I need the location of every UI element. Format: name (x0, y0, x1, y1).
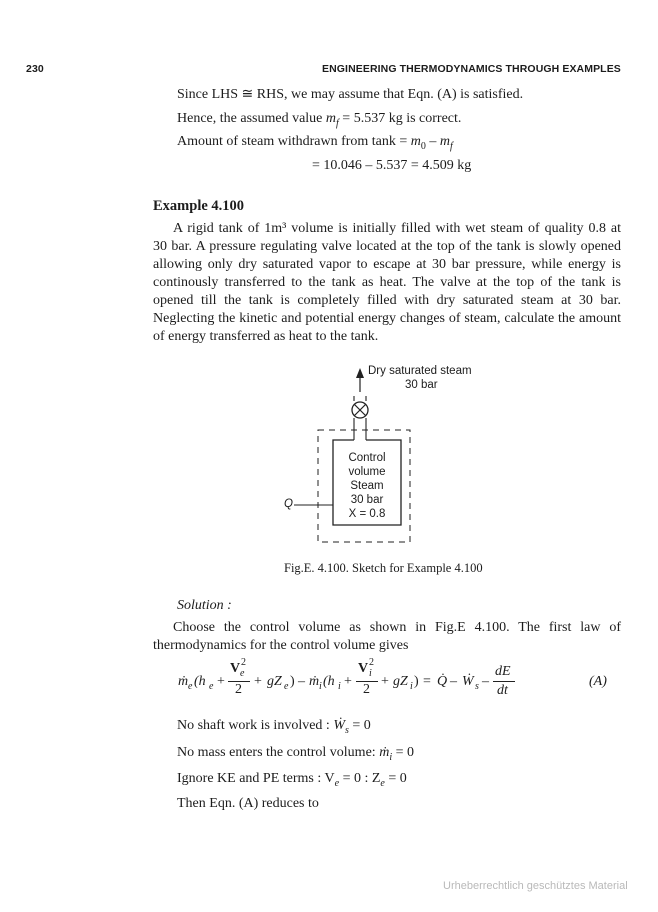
page-number: 230 (26, 63, 44, 75)
assumed-value-line (177, 110, 461, 133)
statement-ke-pe (177, 770, 407, 793)
statement-suffix: = 0 (392, 745, 414, 760)
watermark: Urheberrechtlich geschütztes Material (443, 880, 628, 892)
eq-close: ) (414, 674, 419, 689)
eq-minus: – (482, 674, 489, 689)
withdrawn-prefix: Amount of steam withdrawn from tank = (177, 134, 411, 149)
eq-q: Q̇ (437, 674, 448, 689)
example-problem (153, 220, 621, 346)
eq-plus: + (381, 674, 389, 689)
problem-line: of energy transferred as heat to the tank. (153, 329, 379, 344)
solution-heading: Solution : (177, 598, 232, 613)
eq-sub-e: e (209, 681, 214, 692)
mf-var: m (325, 111, 337, 126)
statement-sub: s (345, 724, 349, 736)
statement-suffix: = 0 (348, 718, 371, 733)
eq-dt: dt (497, 683, 508, 698)
assumed-value-prefix: Hence, the assumed value (177, 111, 326, 126)
eq-v-numerator: V (358, 661, 369, 676)
statement-text: No mass enters the control volume: (177, 745, 380, 760)
solution-line: thermodynamics for the control volume gives (153, 638, 409, 653)
tank-label-line: volume (348, 466, 386, 478)
eq-he: (h (194, 674, 206, 689)
problem-line: A rigid tank of 1m³ volume is initially filled with wet steam of quality 0.8 at (173, 221, 621, 236)
problem-line: 30 bar. A pressure regulating valve located at the top of the tank is slowly opened (153, 239, 621, 254)
eq-sub-e: e (240, 668, 245, 679)
eq-sub-i: i (369, 668, 372, 679)
eq-sub-e: e (284, 681, 289, 692)
eq-sub-s: s (475, 681, 479, 692)
withdrawn-line (177, 133, 453, 156)
eq-w: Ẇ (462, 674, 474, 689)
tank-figure (270, 360, 510, 560)
eq-frac-bar (493, 681, 515, 682)
tank-label-line: X = 0.8 (348, 508, 386, 520)
statement-suffix: = 0 : Z (339, 771, 381, 786)
eq-sub-i: i (410, 681, 413, 692)
eq-exp-2: 2 (369, 657, 374, 668)
statement-sub: e (334, 777, 340, 789)
tank-label-line: Control (348, 452, 386, 464)
eq-gz: gZ (267, 674, 282, 689)
m0-sub: 0 (420, 140, 426, 152)
running-title: ENGINEERING THERMODYNAMICS THROUGH EXAMPLES (322, 63, 621, 75)
statement-sub: e (380, 777, 385, 789)
eq-equals: = (423, 674, 431, 689)
eq-close: ) (290, 674, 295, 689)
eq-de: dE (495, 664, 511, 679)
statement-suffix: = 0 (384, 771, 407, 786)
eq-denom-2: 2 (363, 682, 370, 697)
mf2-var: m (439, 134, 451, 149)
eq-minus: – (298, 674, 305, 689)
eq-denom-2: 2 (235, 682, 242, 697)
statement-shaft-work (177, 717, 371, 740)
eq-plus: + (217, 674, 225, 689)
eq-hi: (h (323, 674, 335, 689)
eq-gz: gZ (393, 674, 408, 689)
statement-var: Ẇ (333, 718, 345, 733)
minus-sign: – (425, 134, 440, 149)
mf2-sub: f (450, 140, 453, 152)
energy-equation (178, 657, 608, 709)
statement-text: Ignore KE and PE terms : V (177, 771, 335, 786)
eq-exp-2: 2 (241, 657, 246, 668)
eq-sub-e: e (188, 681, 193, 692)
conclusion-line: Since LHS ≅ RHS, we may assume that Eqn. (A) is satisfied. (177, 87, 524, 102)
heat-label: Q (284, 498, 293, 510)
statement-reduces: Then Eqn. (A) reduces to (177, 796, 319, 811)
eq-sub-i: i (338, 681, 341, 692)
figure-caption: Fig.E. 4.100. Sketch for Example 4.100 (284, 561, 483, 575)
statement-text: No shaft work is involved : (177, 718, 334, 733)
tank-label (333, 451, 401, 521)
withdrawn-result: = 10.046 – 5.537 = 4.509 kg (312, 158, 472, 173)
equation-tag: (A) (589, 674, 607, 689)
eq-me: ṁ (178, 674, 189, 689)
tank-label-line: Steam (350, 480, 384, 492)
problem-line: continously transferred to the tank as heat. The valve at the top of the tank is (153, 275, 621, 290)
eq-plus: + (344, 674, 352, 689)
statement-var: ṁ (379, 745, 390, 760)
tank-label-line: 30 bar (350, 494, 384, 506)
example-title: Example 4.100 (153, 198, 245, 214)
problem-line: allowing only dry saturated vapor to escape at 30 bar pressure, while energy is (153, 257, 621, 272)
problem-line: Neglecting the kinetic and potential energy changes of steam, calculate the amount (153, 311, 621, 326)
eq-minus: – (450, 674, 457, 689)
statement-sub: i (389, 751, 393, 763)
problem-line: opened till the tank is completely filled with dry saturated steam at 30 bar. (153, 293, 621, 308)
solution-paragraph (153, 619, 621, 655)
solution-line: Choose the control volume as shown in Fig.E 4.100. The first law of (173, 620, 621, 635)
figure-label-top: Dry saturated steam (368, 365, 472, 377)
outlet-arrow-head (356, 368, 364, 378)
eq-mi: ṁ (309, 674, 320, 689)
figure-label-pressure: 30 bar (405, 379, 438, 391)
mf-sub: f (336, 117, 339, 129)
eq-plus: + (254, 674, 262, 689)
assumed-value-suffix: = 5.537 kg is correct. (338, 111, 462, 126)
eq-v-numerator: V (230, 661, 241, 676)
m0-var: m (410, 134, 421, 149)
eq-sub-i: i (319, 681, 322, 692)
statement-mass (177, 744, 414, 767)
